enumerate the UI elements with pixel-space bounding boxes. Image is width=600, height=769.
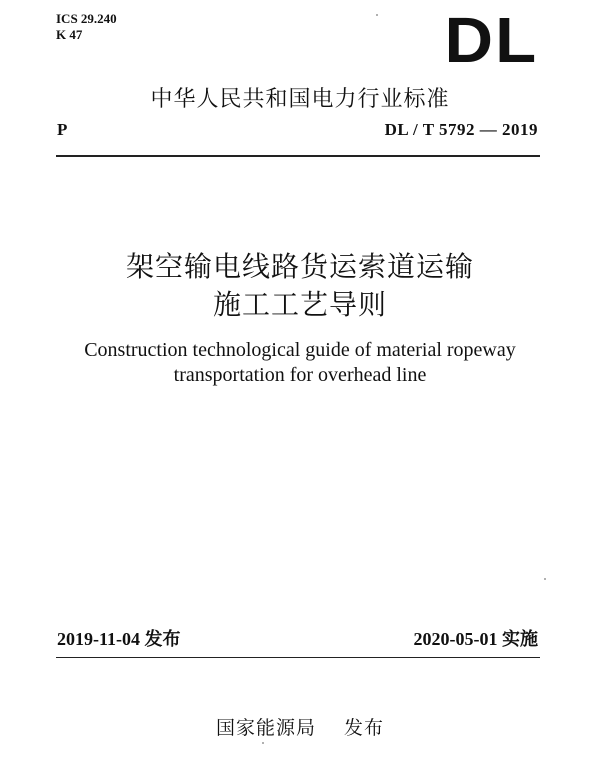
- publisher-org: 国家能源局: [215, 717, 316, 739]
- classification-code: K 47: [56, 27, 83, 42]
- print-speck: [544, 578, 546, 580]
- header-divider: [56, 155, 540, 157]
- footer-divider: [56, 657, 540, 658]
- category-letter: P: [57, 120, 68, 139]
- ics-number: ICS 29.240: [56, 11, 117, 26]
- implement-date: 2020-05-01 实施: [413, 629, 538, 649]
- title-cn-line2: 施工工艺导则: [212, 288, 387, 321]
- ics-code-block: [56, 11, 117, 43]
- issue-date: 2019-11-04 发布: [57, 629, 181, 649]
- standard-number: DL / T 5792 — 2019: [384, 120, 538, 139]
- standard-type-title: 中华人民共和国电力行业标准: [150, 87, 450, 112]
- publisher-action: 发布: [344, 717, 385, 739]
- dl-logo: DL: [444, 4, 538, 76]
- print-speck: [262, 742, 264, 744]
- title-en-line2: transportation for overhead line: [173, 364, 427, 386]
- title-cn-line1: 架空输电线路货运索道运输: [125, 250, 474, 283]
- publisher-line: [0, 713, 600, 740]
- print-speck: [376, 14, 378, 16]
- title-en-line1: Construction technological guide of material ropeway: [84, 339, 516, 361]
